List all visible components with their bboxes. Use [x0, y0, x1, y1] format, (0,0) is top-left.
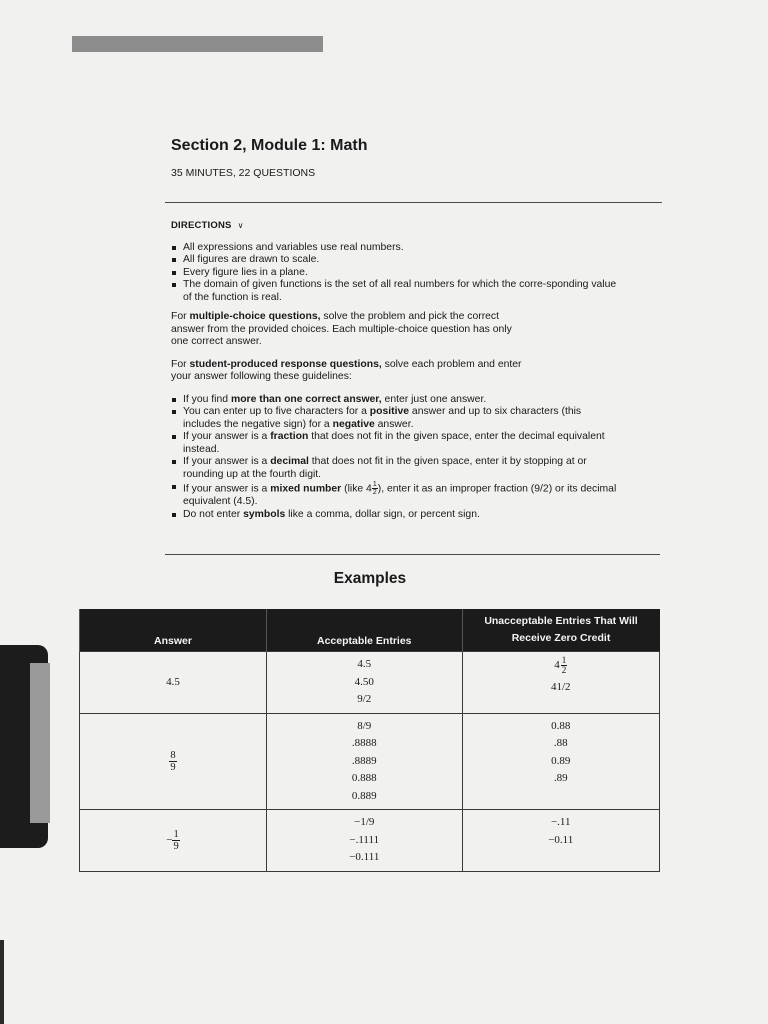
directions-heading[interactable]: DIRECTIONS ∨ — [171, 220, 244, 231]
answer-cell — [80, 713, 267, 810]
middle-divider — [165, 554, 660, 555]
inline-fraction: $\frac{1}{2}$ — [372, 481, 377, 496]
list-item: The domain of given functions is the set of all real numbers for which the corre-sponding value of the function is real. — [171, 279, 621, 304]
acceptable-cell: −1/9 −.1111 −0.111 — [267, 810, 462, 872]
list-item: Do not enter symbols like a comma, dollar sign, or percent sign. — [171, 509, 621, 522]
list-item: If your answer is a mixed number (like 4 $\frac{1}{2}$ ), enter it as an improper fraction (9/2) or its decimal equivalent (4.5). — [171, 481, 621, 509]
list-item: If your answer is a fraction that does not fit in the given space, enter the decimal equivalent instead. — [171, 431, 621, 456]
directions-section — [171, 220, 621, 521]
answer-cell: − $\frac{1}{9}$ — [80, 810, 267, 872]
unacceptable-cell: −.11 −0.11 — [462, 810, 660, 872]
header-bar — [72, 36, 323, 52]
answer-cell: 4.5 — [80, 652, 267, 714]
unacceptable-cell: 0.88 .88 0.89 .89 — [462, 713, 660, 810]
list-item: All figures are drawn to scale. — [171, 254, 621, 267]
column-header: Answer — [80, 609, 267, 652]
column-header: Acceptable Entries — [267, 609, 462, 652]
fraction: $\frac{1}{9}$ — [173, 828, 179, 852]
page-title: Section 2, Module 1: Math — [171, 137, 368, 154]
list-item: If your answer is a decimal that does not fit in the given space, enter it by stopping at or rounding up at the fourth digit. — [171, 456, 621, 481]
list-item: Every figure lies in a plane. — [171, 267, 621, 280]
directions-list — [171, 242, 621, 305]
list-item: If you find more than one correct answer, enter just one answer. — [171, 394, 621, 407]
table-row — [80, 652, 660, 714]
examples-title: Examples — [333, 570, 407, 587]
column-header: Unacceptable Entries That Will Receive Zero Credit — [462, 609, 660, 652]
multiple-choice-paragraph: For multiple-choice questions, solve the problem and pick the correct answer from the provided choices. Each multiple-choice question has only one correct answer. — [171, 311, 512, 347]
spr-paragraph: For student-produced response questions, solve each problem and enter your answer following these guidelines: — [171, 358, 522, 382]
table-row — [80, 810, 660, 872]
page-edge-tab-inner — [30, 663, 50, 823]
top-divider — [165, 202, 662, 203]
acceptable-cell: 4.5 4.50 9/2 — [267, 652, 462, 714]
mixed-number: 4 $\frac{1}{2}$ — [554, 655, 567, 675]
acceptable-cell: 8/9 .8888 .8889 0.888 0.889 — [267, 713, 462, 810]
guidelines-list — [171, 394, 621, 522]
fraction: $\frac{8}{9}$ — [170, 749, 176, 773]
examples-table — [79, 609, 660, 872]
list-item: All expressions and variables use real numbers. — [171, 242, 621, 255]
chevron-down-icon: ∨ — [237, 221, 244, 230]
table-row — [80, 713, 660, 810]
list-item: You can enter up to five characters for a positive answer and up to six characters (this includes the negative sign) for a negative answer. — [171, 406, 621, 431]
page-subtitle: 35 MINUTES, 22 QUESTIONS — [171, 167, 316, 179]
page-edge-line — [0, 940, 4, 1024]
unacceptable-cell: 4 $\frac{1}{2}$ 41/2 — [462, 652, 660, 714]
